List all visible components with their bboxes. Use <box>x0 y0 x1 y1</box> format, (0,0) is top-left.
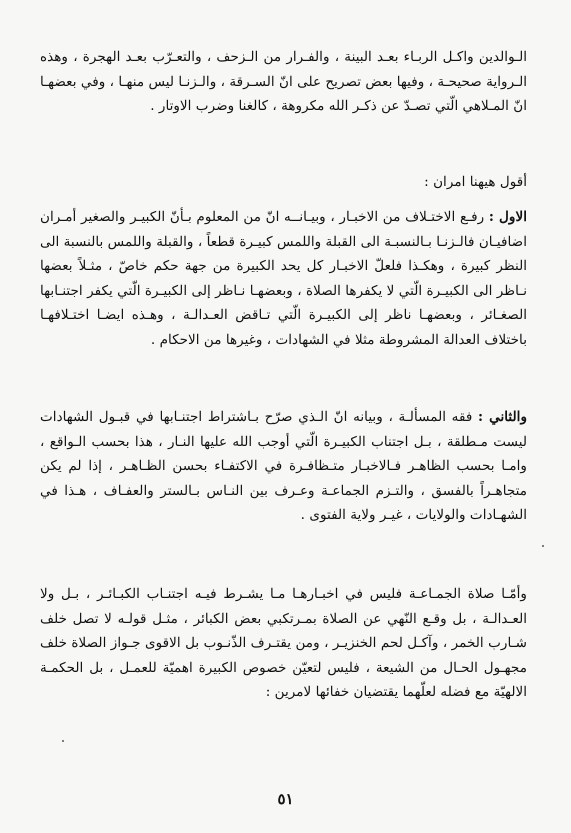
paragraph-text: أقول هيهنا امران : <box>424 174 527 190</box>
paragraph-text: الـوالدين واكـل الربـاء بعـد البينة ، والفـرار من الـزحف ، والتعـرّب بعـد الهجرة ، وهذه الـرواية صحيحـة ، وفيها بعض تصريح على انّ السـرقة ، والـزنـا ليس منهـا ، وفي بعضهـا انّ المـلاهي الّتي تصـدّ عن ذكـر الله مكروهة ، كالغنا وضرب الاوتار . <box>40 49 527 115</box>
paragraph-2 <box>40 170 527 195</box>
paragraph-text: فقه المسألـة ، وبيانه انّ الـذي صرّح بـاشتراط اجتنـابها في قبـول الشهادات ليست مـطلقة ، بـل اجتناب الكبيـرة الّتي أوجب الله عليها النـار ، هذا بحسب الـواقع ، وامـا بحسب الظاهـر فـالاخبـار متـظافـرة في الاكتفـاء بحسن الظـاهـر ، إذا لم يكن متجاهـراً بالفسق ، والتـزم الجماعـة وعـرف بين النـاس بـالستر والعفـاف ، هـذا في الشهـادات والولايات ، غيـر ولاية الفتوى . <box>40 409 527 524</box>
scan-speck <box>62 740 64 742</box>
paragraph-4 <box>40 405 527 528</box>
paragraph-body <box>40 205 527 353</box>
scan-speck <box>542 545 544 547</box>
paragraph-5 <box>40 582 527 705</box>
paragraph-3 <box>40 205 527 353</box>
paragraph-text: وأمّـا صلاة الجمـاعـة فليس في اخبـارهـا مـا يشـرط فيـه اجتنـاب الكبـائـر ، بـل ولا العـدالـة ، بل وقـع النّهي عن الصلاة بمـرتكبي بعض الكبائر ، مثـل قولـه لا تصل خلف شـارب الخمر ، وآكـل لحم الخنزيـر ، ومن يقتـرف الذّنـوب بل الاقوى جـواز الصلاة خلف مجهـول الحـال من الشيعة ، فليس لتعيّن خصوص الكبيرة اهميّة للعمـل ، بل الحكمـة الالهيّة مع فضله لعلّهما يقتضيان خفائها لامرين : <box>40 586 527 701</box>
paragraph-lead: الاول : <box>488 209 527 225</box>
paragraph-1 <box>40 45 527 119</box>
paragraph-body <box>40 405 527 528</box>
paragraph-text: رفـع الاختـلاف من الاخبـار ، وبيـانــه انّ من المعلوم بـأنّ الكبيـر والصغير أمـران اضافيـان فالـزنـا بـالنسبـة الى القبلة واللمس كبيـرة قطعاً ، والقبلة واللمس بالنسبة الى النظر كبيرة ، وهكـذا فلعلّ الاخبـار كل يحد الكبيرة من جهة حكم خاصّ ، مثـلاً بعضها نـاظر الى الكبيـرة الّتي لا يكفرها الصلاة ، وبعضهـا نـاظر إلى الكبيـرة الّتي يكفر اجتنـابها الصغـائر ، وبعضهـا ناظر إلى الكبيـرة الّتي تـاقض العـدالـة ، وهـذه ايضـا اختـلافهـا باختلاف العدالة المشروطة مثلا في الشهادات ، وغيرها من الاحكام . <box>40 209 527 348</box>
page-number: ٥١ <box>277 790 294 808</box>
paragraph-lead: والثاني : <box>478 409 528 425</box>
